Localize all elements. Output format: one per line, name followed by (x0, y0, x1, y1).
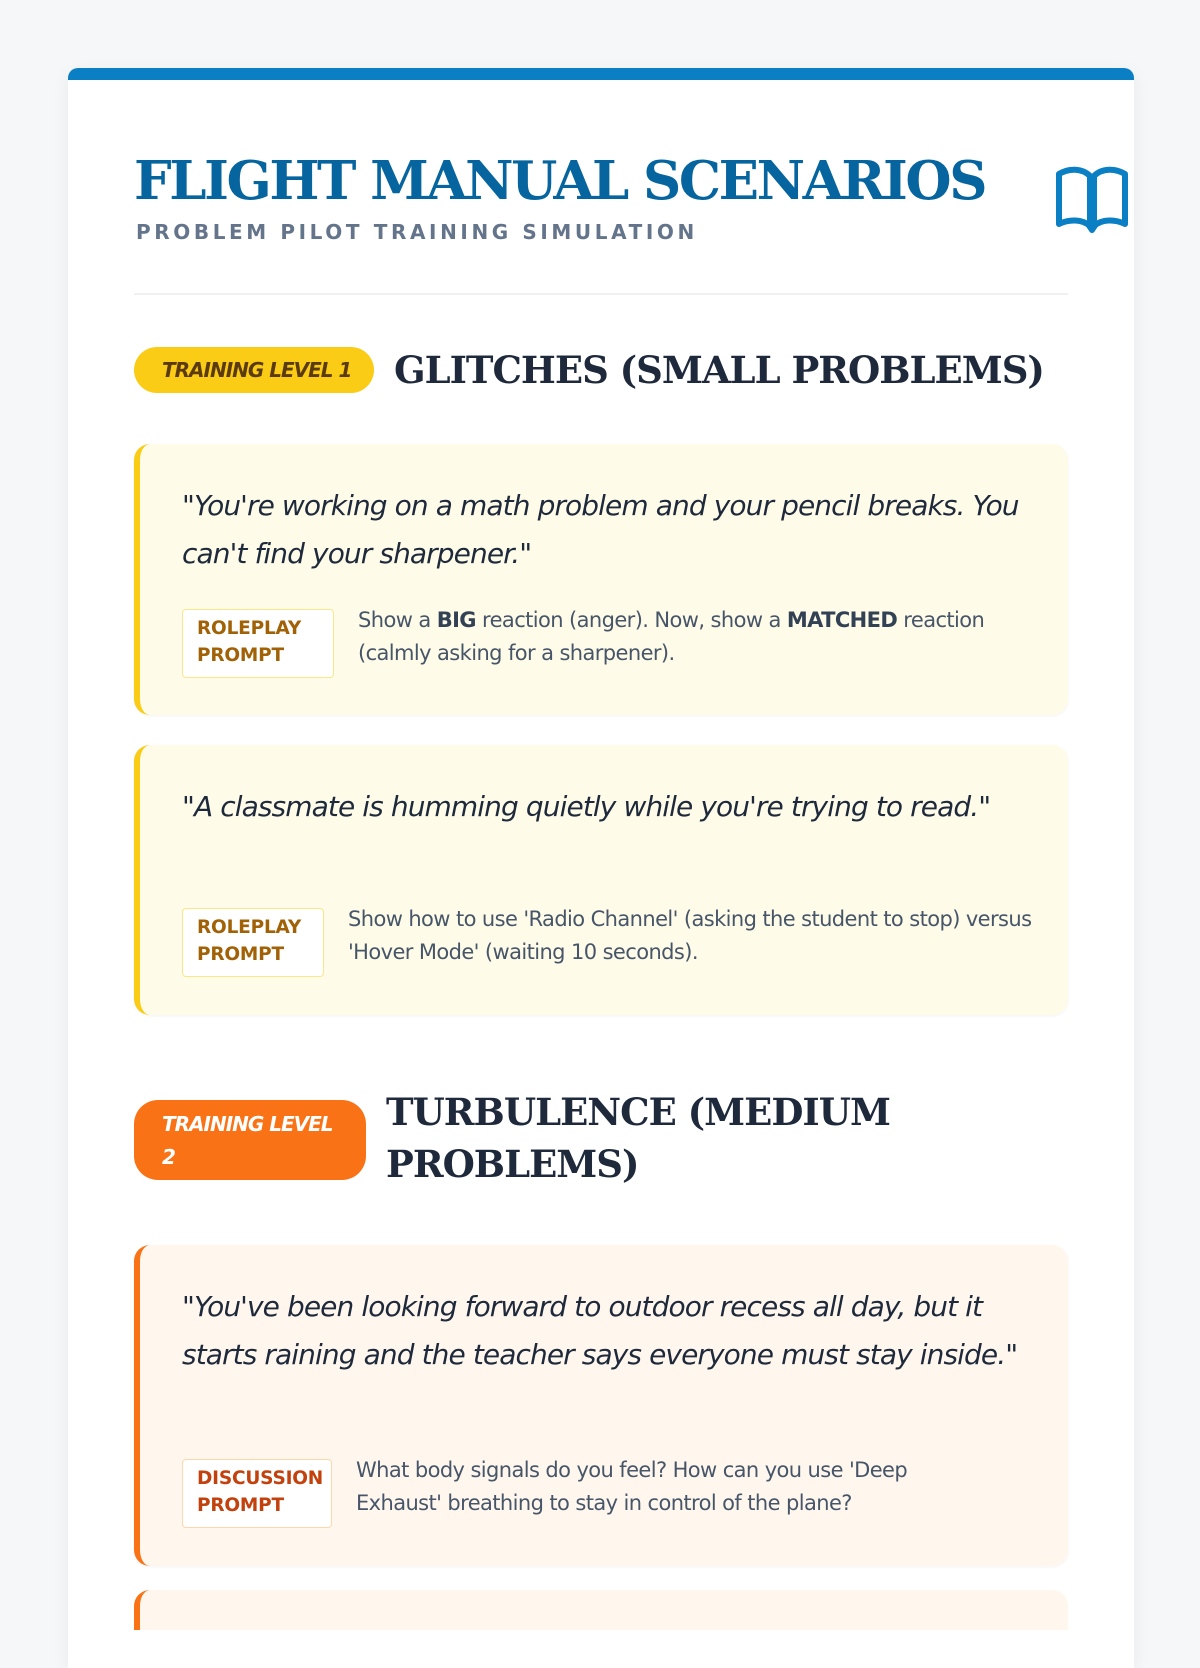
prompt-text: Show how to use 'Radio Channel' (asking the student to stop) versus 'Hover Mode' (waiting 10 seconds). (348, 907, 1032, 964)
header-divider (134, 293, 1068, 295)
card-accent-bar (68, 68, 1134, 80)
open-book-icon (1054, 164, 1130, 234)
section-level-2 (134, 1091, 1068, 1201)
scenario-card (134, 1245, 1068, 1566)
scenario-quote: "You've been looking forward to outdoor recess all day, but it starts raining and the teacher says everyone must stay inside." (182, 1290, 1018, 1371)
page-header (134, 150, 1068, 310)
prompt-text: Show a BIG reaction (anger). Now, show a MATCHED reaction (calmly asking for a sharpener). (358, 608, 985, 665)
scenarios-card (68, 68, 1134, 1668)
scenario-card (134, 444, 1068, 715)
page-subtitle: PROBLEM PILOT TRAINING SIMULATION (136, 220, 698, 244)
prompt-label: ROLEPLAY PROMPT (182, 908, 324, 977)
scenario-card-partial (134, 1590, 1068, 1630)
training-level-badge: TRAINING LEVEL 1 (134, 347, 374, 393)
scenario-card (134, 745, 1068, 1015)
prompt-label: ROLEPLAY PROMPT (182, 609, 334, 678)
page-title: FLIGHT MANUAL SCENARIOS (134, 150, 986, 212)
training-level-badge: TRAINING LEVEL 2 (134, 1100, 366, 1180)
prompt-text: What body signals do you feel? How can you use 'Deep Exhaust' breathing to stay in control of the plane? (356, 1458, 908, 1515)
scenario-quote: "You're working on a math problem and your pencil breaks. You can't find your sharpener." (182, 489, 1019, 570)
section-level-1 (134, 347, 1068, 399)
section-title: GLITCHES (SMALL PROBLEMS) (394, 348, 1044, 392)
section-title: TURBULENCE (MEDIUM PROBLEMS) (386, 1090, 890, 1186)
prompt-label: DISCUSSION PROMPT (182, 1459, 332, 1528)
scenario-quote: "A classmate is humming quietly while you're trying to read." (182, 790, 991, 823)
